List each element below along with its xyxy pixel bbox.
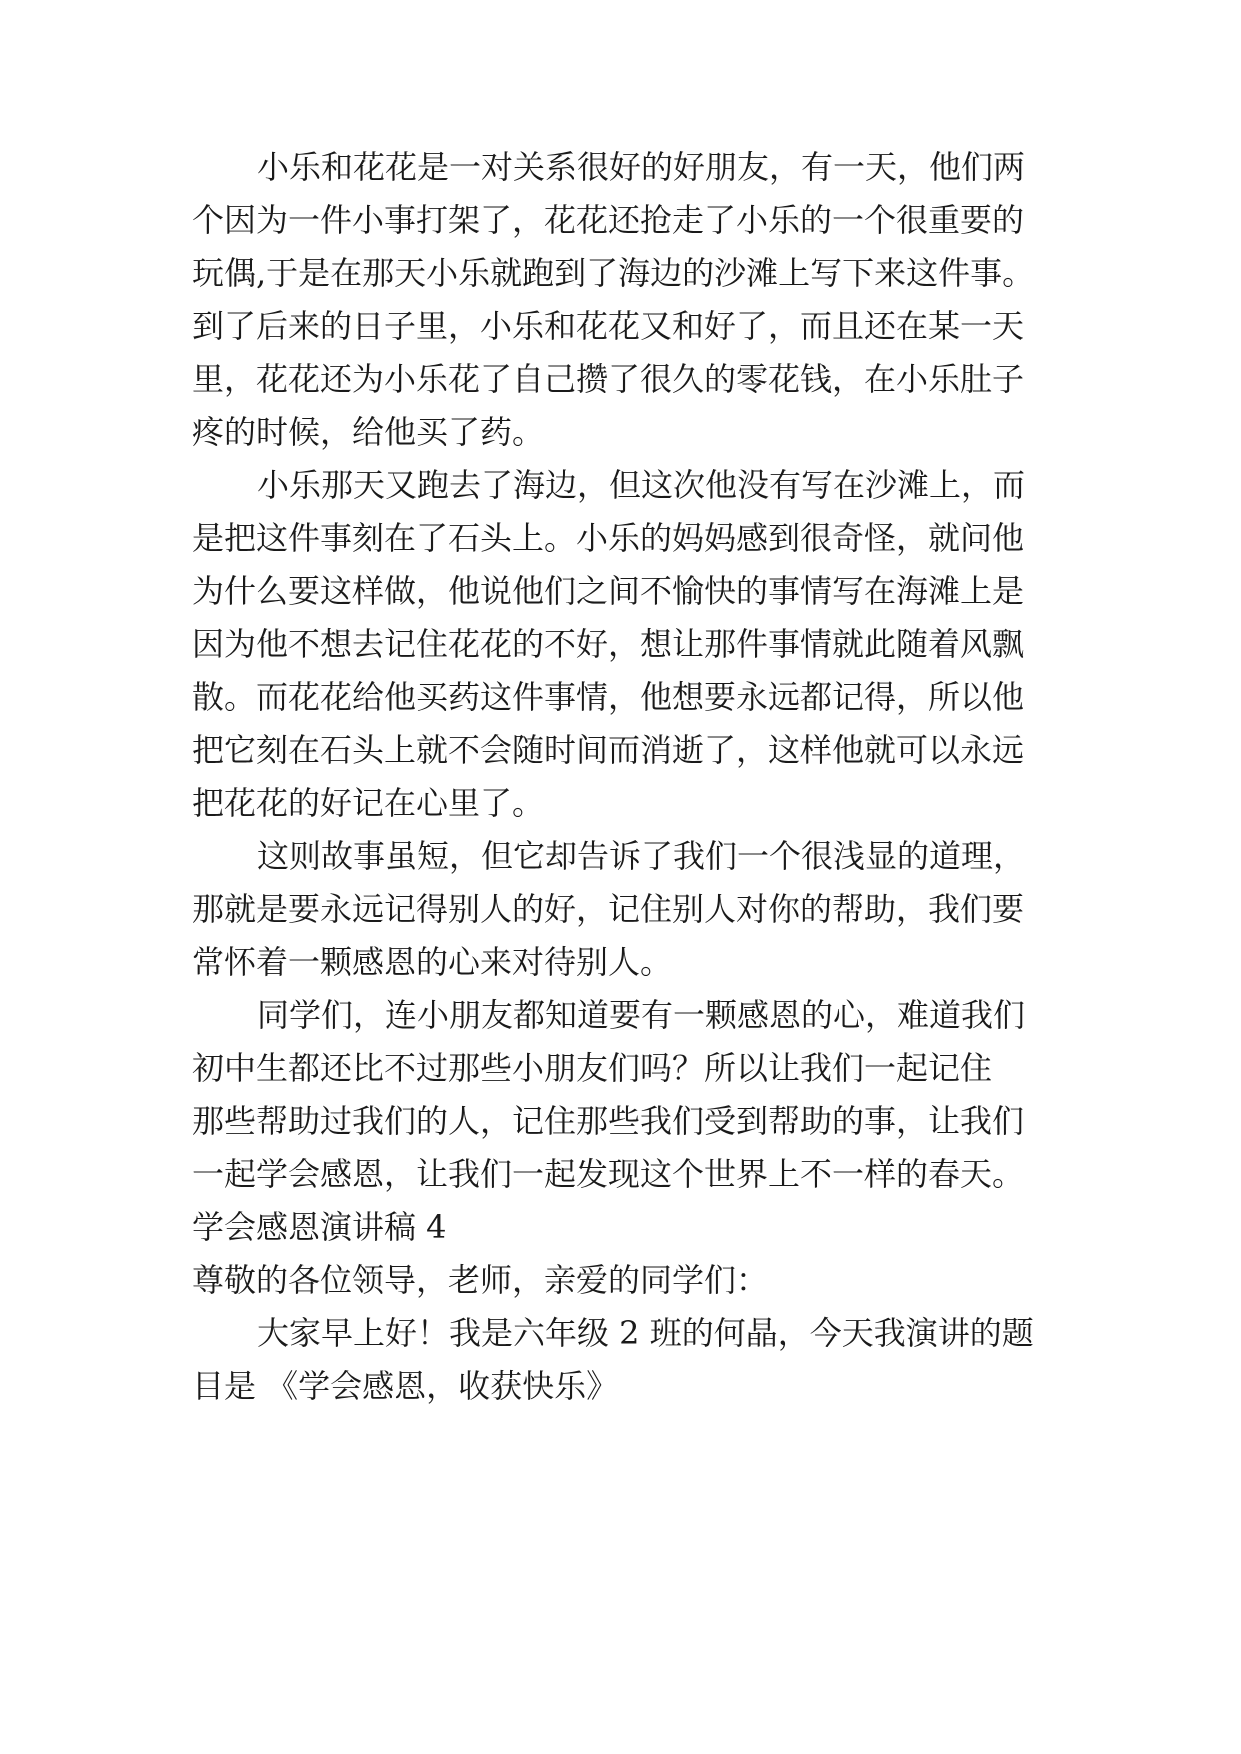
paragraph-2-line-5: 散。而花花给他买药这件事情，他想要永远都记得，所以他 [192, 678, 1025, 716]
paragraph-3-line-2: 那就是要永远记得别人的好，记住别人对你的帮助，我们要 [192, 890, 1025, 928]
paragraph-1-line-3: 玩偶,于是在那天小乐就跑到了海边的沙滩上写下来这件事。 [192, 254, 1035, 292]
paragraph-1-line-6: 疼的时候，给他买了药。 [192, 413, 545, 451]
paragraph-2-line-1: 小乐那天又跑去了海边，但这次他没有写在沙滩上，而 [257, 466, 1026, 504]
paragraph-2-line-3: 为什么要这样做，他说他们之间不愉快的事情写在海滩上是 [192, 572, 1025, 610]
paragraph-4-line-2: 初中生都还比不过那些小朋友们吗？所以让我们一起记住 [192, 1049, 993, 1087]
paragraph-3-line-3: 常怀着一颗感恩的心来对待别人。 [192, 943, 673, 981]
salutation: 尊敬的各位领导，老师，亲爱的同学们： [192, 1261, 769, 1299]
paragraph-2-line-4: 因为他不想去记住花花的不好，想让那件事情就此随着风飘 [192, 625, 1025, 663]
paragraph-2-line-7: 把花花的好记在心里了。 [192, 784, 545, 822]
paragraph-1-line-2: 个因为一件小事打架了，花花还抢走了小乐的一个很重要的 [192, 201, 1025, 239]
paragraph-2-line-2: 是把这件事刻在了石头上。小乐的妈妈感到很奇怪，就问他 [192, 519, 1025, 557]
paragraph-4-line-4: 一起学会感恩，让我们一起发现这个世界上不一样的春天。 [192, 1155, 1025, 1193]
paragraph-5-line-2: 目是 《学会感恩，收获快乐》 [192, 1367, 619, 1405]
paragraph-2-line-6: 把它刻在石头上就不会随时间而消逝了，这样他就可以永远 [192, 731, 1025, 769]
paragraph-1-line-5: 里，花花还为小乐花了自己攒了很久的零花钱，在小乐肚子 [192, 360, 1025, 398]
paragraph-1-line-1: 小乐和花花是一对关系很好的好朋友，有一天，他们两 [257, 148, 1026, 186]
section-heading: 学会感恩演讲稿 4 [192, 1208, 447, 1246]
paragraph-3-line-1: 这则故事虽短，但它却告诉了我们一个很浅显的道理， [257, 837, 1026, 875]
paragraph-4-line-1: 同学们，连小朋友都知道要有一颗感恩的心，难道我们 [257, 996, 1026, 1034]
paragraph-5-line-1: 大家早上好！我是六年级 2 班的何晶，今天我演讲的题 [257, 1314, 1034, 1352]
paragraph-1-line-4: 到了后来的日子里，小乐和花花又和好了，而且还在某一天 [192, 307, 1025, 345]
paragraph-4-line-3: 那些帮助过我们的人，记住那些我们受到帮助的事，让我们 [192, 1102, 1025, 1140]
